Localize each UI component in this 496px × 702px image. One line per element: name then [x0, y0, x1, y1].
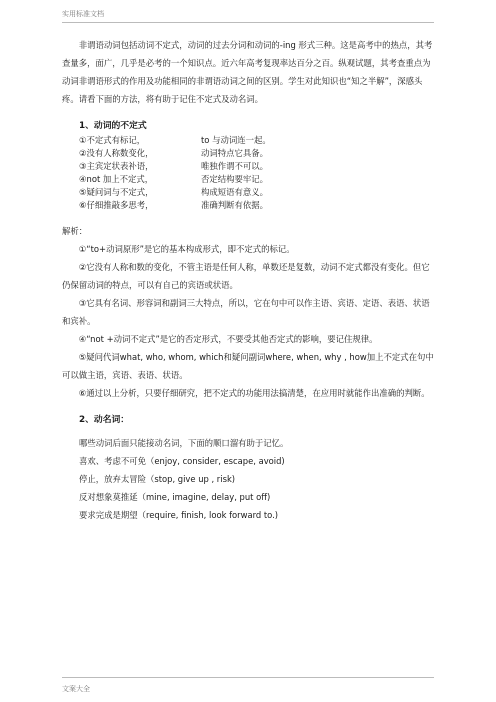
- rhyme-line: ④not 加上不定式， 否定结构要牢记。: [79, 174, 268, 184]
- analysis-item: ⑤疑问代词what, who, whom, which和疑问副词where, when, why , how加上不定式在句中可以做主语，宾语、表语、状语。: [62, 352, 434, 380]
- rhyme-list: [62, 134, 434, 212]
- document-body: [62, 36, 434, 524]
- analysis-item: ①“to+动词原形”是它的基本构成形式，即不定式的标记。: [78, 244, 295, 254]
- analysis-item: ⑥通过以上分析，只要仔细研究，把不定式的功能用法搞清楚，在应用时就能作出准确的判断。: [78, 388, 430, 398]
- gerund-line: 要求完成是期望（require, finish, look forward to.): [79, 510, 279, 520]
- rhyme-line: ①不定式有标记， to 与动词连一起。: [79, 135, 271, 145]
- intro-paragraph: 非谓语动词包括动词不定式，动词的过去分词和动词的-ing 形式三种。这是高考中的热点，其考查量多，面广，几乎是必考的一个知识点。近六年高考复现率达百分之百。纵观试题，其考查重点为动词非谓语形式的作用及功能相同的非谓语动词之间的区别。学生对此知识也“知之半解”，深感头疼。请看下面的方法，将有助于记住不定式及动名词。: [62, 40, 433, 104]
- gerund-line: 停止，放弃太冒险（stop, give up , risk): [79, 474, 236, 484]
- rhyme-line: ③主宾定状表补语， 唯独作谓不可以。: [79, 161, 268, 171]
- section2-title: 2、动名词：: [79, 415, 130, 425]
- gerund-line: 反对想象莫推延（mine, imagine, delay, put off): [79, 492, 271, 502]
- page-footer: 文案大全: [62, 685, 90, 693]
- header-rule: [62, 22, 434, 23]
- analysis-label: 解析：: [62, 226, 88, 236]
- gerund-line: 喜欢、考虑不可免（enjoy, consider, escape, avoid): [79, 456, 285, 466]
- footer-rule: [62, 677, 434, 678]
- analysis-item: ③它具有名词、形容词和副词三大特点，所以，它在句中可以作主语、宾语、定语、表语、状语和宾补。: [62, 298, 430, 326]
- rhyme-line: ⑤疑问词与不定式， 构成短语有意义。: [79, 187, 268, 197]
- rhyme-line: ⑥仔细推敲多思考， 准确判断有依据。: [79, 200, 268, 210]
- analysis-item: ④“not +动词不定式”是它的否定形式，不要受其他否定式的影响，要记住规律。: [78, 334, 378, 344]
- gerund-line: 哪些动词后面只能接动名词，下面的顺口溜有助于记忆。: [79, 438, 289, 448]
- page-header: 实用标准文档: [62, 10, 104, 18]
- analysis-item: ②它没有人称和数的变化，不管主语是任何人称，单数还是复数，动词不定式都没有变化。但它仍保留动词的特点，可以有自己的宾语或状语。: [62, 262, 430, 290]
- section1-title: 1、动词的不定式: [79, 121, 147, 131]
- rhyme-line: ②没有人称数变化， 动词特点它具备。: [79, 148, 268, 158]
